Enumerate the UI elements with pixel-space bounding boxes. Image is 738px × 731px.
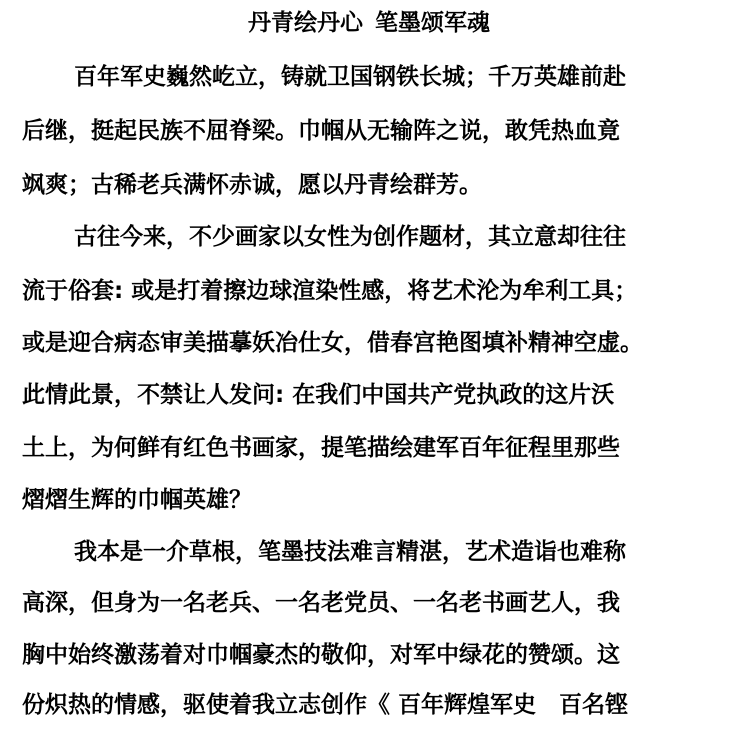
title-part-2: 笔墨颂军魂	[375, 10, 490, 36]
paragraph-1-line-3: 飒爽；古稀老兵满怀赤诚，愿以丹青绘群芳。	[22, 172, 482, 198]
title-part-1: 丹青绘丹心	[248, 10, 363, 36]
paragraph-2-line-3: 或是迎合病态审美描摹妖冶仕女，借春宫艳图填补精神空虚。	[22, 330, 643, 356]
paragraph-3-line-4: 份炽热的情感，驱使着我立志创作《 百年辉煌军史 百名铿	[22, 692, 629, 718]
paragraph-1-line-2: 后继，挺起民族不屈脊梁。巾帼从无输阵之说，敢凭热血竟	[22, 118, 620, 144]
paragraph-3-line-3: 胸中始终激荡着对巾帼豪杰的敬仰，对军中绿花的赞颂。这	[22, 642, 620, 668]
paragraph-2-line-5: 土上，为何鲜有红色书画家，提笔描绘建军百年征程里那些	[22, 435, 620, 461]
paragraph-2-line-4: 此情此景，不禁让人发问: 在我们中国共产党执政的这片沃	[22, 382, 615, 408]
paragraph-1-line-1: 百年军史巍然屹立，铸就卫国钢铁长城；千万英雄前赴	[74, 64, 626, 90]
paragraph-2-line-1: 古往今来，不少画家以女性为创作题材，其立意却往往	[74, 224, 626, 250]
paragraph-3-line-2: 高深，但身为一名老兵、一名老党员、一名老书画艺人，我	[22, 590, 620, 616]
paragraph-2-line-2: 流于俗套: 或是打着擦边球渲染性感，将艺术沦为牟利工具；	[22, 278, 638, 304]
document-title	[0, 8, 738, 38]
paragraph-2-line-6: 熠熠生辉的巾帼英雄？	[22, 487, 252, 513]
paragraph-3-line-1: 我本是一介草根，笔墨技法难言精湛，艺术造诣也难称	[74, 539, 626, 565]
